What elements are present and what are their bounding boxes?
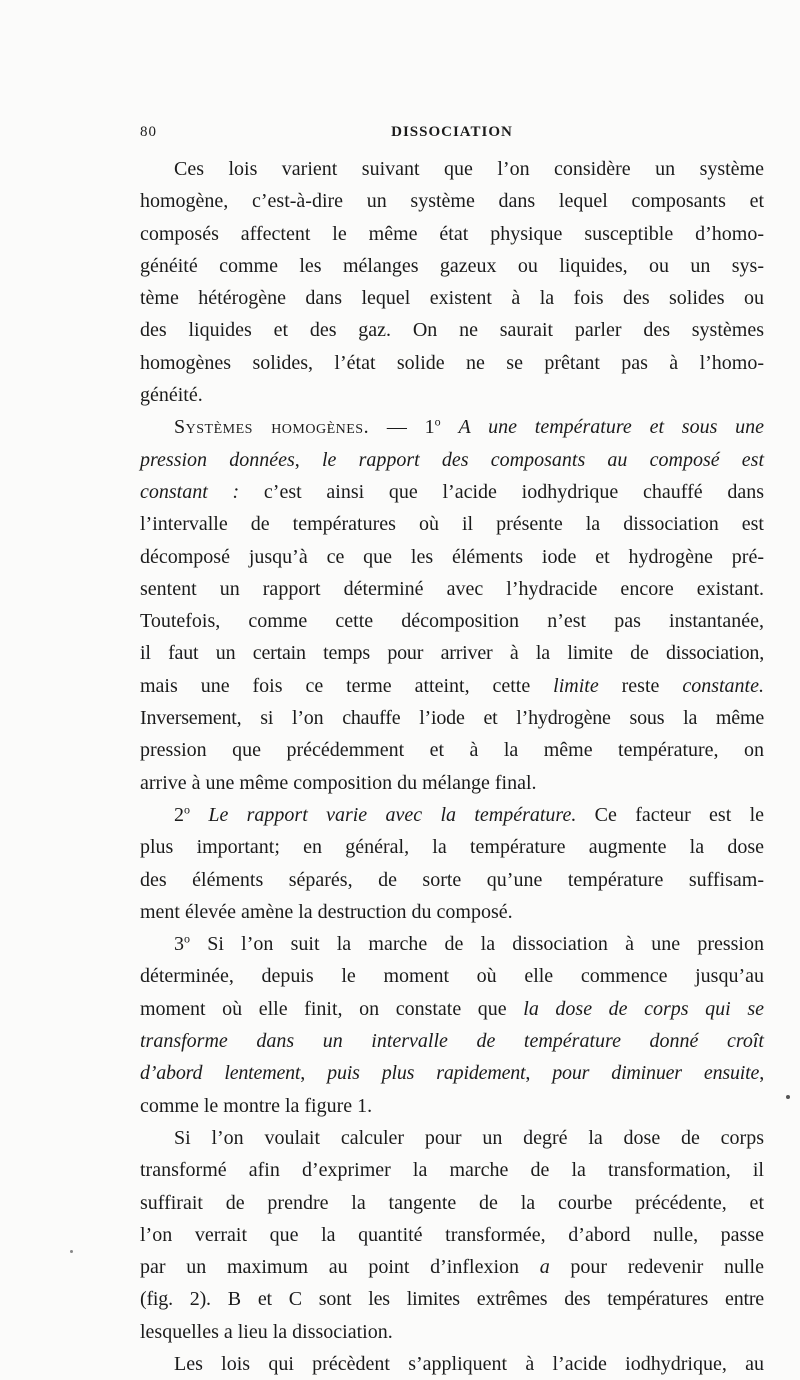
text-line: 2$^o$ Le rapport varie avec la température. Ce facteur est le: [174, 802, 765, 826]
italic-text: constante.: [682, 674, 764, 697]
text-line: suffirait de prendre la tangente de la courbe précédente, et: [140, 1191, 764, 1214]
text-line: par un maximum au point d’inflexion a pour redevenir nulle: [140, 1256, 764, 1279]
italic-text: A une température et sous une: [458, 416, 765, 439]
italic-text: a: [539, 1256, 550, 1279]
italic-text: pour diminuer ensuite: [552, 1062, 760, 1085]
text-line: lesquelles a lieu la dissociation.: [140, 1320, 393, 1343]
text-line: (fig. 2). B et C sont les limites extrêmes des températures entre: [140, 1288, 764, 1311]
italic-text: constant :: [140, 480, 240, 503]
text-line: moment où elle finit, on constate que la dose de corps qui se: [140, 997, 764, 1020]
text-line: [140, 411, 764, 443]
text-line: ment élevée amène la destruction du composé.: [140, 900, 513, 923]
text-line: composés affectent le même état physique susceptible d’homo-: [140, 222, 764, 245]
text-line: [140, 1025, 764, 1057]
text-line: arrive à une même composition du mélange final.: [140, 771, 537, 794]
text-line: généité.: [140, 384, 203, 407]
text-line: Toutefois, comme cette décomposition n’est pas instantanée,: [140, 610, 764, 633]
dash: —: [369, 416, 425, 439]
text-line: généité comme les mélanges gazeux ou liquides, ou un sys-: [140, 254, 764, 277]
text-line: 3$^o$ Si l’on suit la marche de la dissociation à une pression: [174, 931, 764, 956]
item-number: 3: [174, 933, 184, 956]
italic-text: d’abord lentement: [140, 1062, 301, 1085]
ordinal-mark: o: [184, 931, 190, 946]
italic-text: pression données: [140, 448, 295, 471]
text-line: transformé afin d’exprimer la marche de la transformation, il: [140, 1159, 764, 1182]
text-line: comme le montre la figure 1.: [140, 1094, 373, 1117]
text-line: pression données, le rapport des composants au composé est: [140, 448, 765, 471]
section-heading: Systèmes homogènes.: [174, 416, 370, 439]
text-line: l’on verrait que la quantité transformée, d’abord nulle, passe: [140, 1223, 764, 1246]
text-line: décomposé jusqu’à ce que les éléments iode et hydrogène pré-: [140, 545, 764, 568]
page-header: [140, 124, 764, 148]
italic-text: puis plus rapidement: [327, 1062, 526, 1085]
text-line: des liquides et des gaz. On ne saurait parler des systèmes: [140, 319, 764, 342]
italic-text: la dose de corps qui se: [523, 997, 764, 1020]
ordinal-mark: o: [434, 414, 441, 429]
text-line: constant : c’est ainsi que l’acide iodhydrique chauffé dans: [140, 480, 764, 503]
text-line: des éléments séparés, de sorte qu’une température suffisam-: [140, 868, 764, 891]
text-line: Les lois qui précèdent s’appliquent à l’acide iodhydrique, au: [174, 1352, 764, 1375]
paper-speck: [70, 1250, 73, 1253]
text-line: Ces lois varient suivant que l’on considère un système: [174, 158, 764, 180]
text-line: Inversement, si l’on chauffe l’iode et l’hydrogène sous la même: [140, 707, 764, 730]
italic-text: Le rapport varie avec la température.: [208, 803, 577, 826]
italic-text: le rapport des composants au composé est: [321, 448, 765, 471]
text-line: mais une fois ce terme atteint, cette limite reste constante.: [140, 674, 764, 697]
text-line: l’intervalle de températures où il présente la dissociation est: [140, 513, 764, 536]
italic-text: limite: [553, 674, 599, 697]
item-number: 2: [174, 803, 184, 826]
italic-text: transforme dans un intervalle de température donné croît: [140, 1030, 764, 1053]
text-line: Si l’on voulait calculer pour un degré la dose de corps: [174, 1126, 764, 1149]
text-line: pression que précédemment et à la même température, on: [140, 739, 764, 762]
text-line: d’abord lentement, puis plus rapidement, pour diminuer ensuite,: [140, 1062, 764, 1085]
page-number: 80: [140, 124, 157, 140]
body-text: [140, 153, 764, 1380]
text-line: déterminée, depuis le moment où elle commence jusqu’au: [140, 965, 764, 988]
paper-speck: [786, 1095, 790, 1099]
running-title: DISSOCIATION: [391, 124, 513, 140]
text-line: il faut un certain temps pour arriver à la limite de dissociation,: [140, 642, 764, 665]
text-line: homogènes solides, l’état solide ne se prêtant pas à l’homo-: [140, 351, 764, 374]
text-line: sentent un rapport déterminé avec l’hydracide encore existant.: [140, 577, 764, 600]
item-number: 1: [424, 416, 435, 439]
ordinal-mark: o: [184, 802, 190, 817]
text-line: homogène, c’est-à-dire un système dans lequel composants et: [140, 190, 764, 213]
text-line: plus important; en général, la température augmente la dose: [140, 836, 764, 859]
text-line: tème hétérogène dans lequel existent à la fois des solides ou: [140, 287, 764, 310]
